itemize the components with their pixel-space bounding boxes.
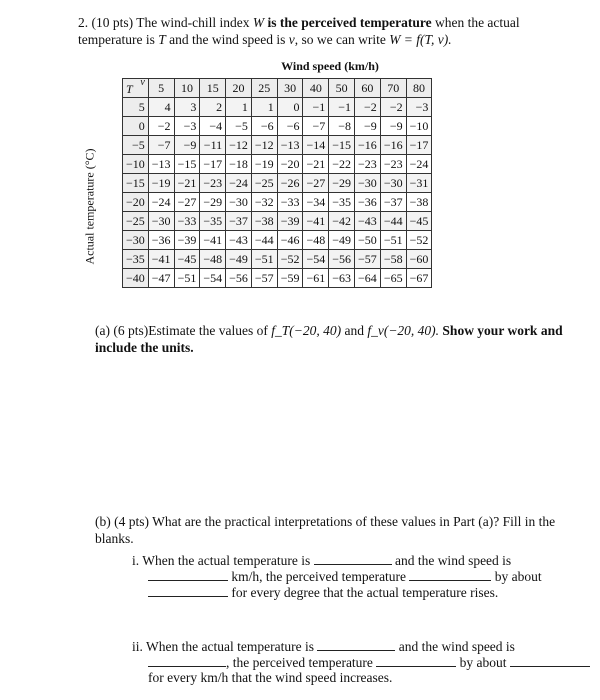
table-cell: 0 (277, 98, 303, 117)
table-cell: −12 (226, 136, 252, 155)
table-cell: −13 (148, 155, 174, 174)
table-cell: −42 (329, 212, 355, 231)
temperature-header: −20 (123, 193, 149, 212)
table-cell: −64 (355, 269, 381, 288)
temperature-header: −10 (123, 155, 149, 174)
table-cell: −33 (174, 212, 200, 231)
part-b-ii-line3: for every km/h that the wind speed increases. (148, 670, 393, 685)
table-cell: −2 (355, 98, 381, 117)
table-cell: −30 (380, 174, 406, 193)
table-cell: −19 (148, 174, 174, 193)
table-cell: −61 (303, 269, 329, 288)
table-cell: −15 (329, 136, 355, 155)
table-cell: −7 (303, 117, 329, 136)
table-cell: −15 (174, 155, 200, 174)
table-cell: −35 (200, 212, 226, 231)
table-cell: −47 (148, 269, 174, 288)
table-cell: −7 (148, 136, 174, 155)
table-cell: −49 (226, 250, 252, 269)
table-cell: −29 (329, 174, 355, 193)
table-cell: −9 (355, 117, 381, 136)
table-cell: −51 (174, 269, 200, 288)
part-b-i-line1: i. When the actual temperature is and the wind speed is (132, 553, 512, 568)
part-b: (b) (4 pts) What are the practical interpretations of these values in Part (a)? Fill in the blanks. (95, 514, 556, 546)
table-cell: −26 (277, 174, 303, 193)
table-cell: −19 (251, 155, 277, 174)
speed-header: 25 (251, 79, 277, 98)
table-cell: 3 (174, 98, 200, 117)
table-cell: −33 (277, 193, 303, 212)
table-cell: −14 (303, 136, 329, 155)
table-cell: −56 (226, 269, 252, 288)
temperature-header: −15 (123, 174, 149, 193)
table-cell: −36 (355, 193, 381, 212)
table-row (123, 250, 432, 269)
table-cell: −13 (277, 136, 303, 155)
table-cell: −59 (277, 269, 303, 288)
table-cell: −24 (406, 155, 432, 174)
table-cell: −1 (303, 98, 329, 117)
table-cell: −49 (329, 231, 355, 250)
question-points: (10 pts) (91, 15, 134, 30)
table-cell: −41 (303, 212, 329, 231)
temperature-header: −30 (123, 231, 149, 250)
table-cell: −63 (329, 269, 355, 288)
table-cell: −8 (329, 117, 355, 136)
table-cell: −30 (226, 193, 252, 212)
table-cell: −57 (251, 269, 277, 288)
table-cell: −43 (355, 212, 381, 231)
blank-input[interactable] (148, 568, 228, 581)
blank-input[interactable] (148, 654, 226, 667)
speed-header: 15 (200, 79, 226, 98)
table-cell: −34 (303, 193, 329, 212)
table-cell: −9 (174, 136, 200, 155)
table-cell: −44 (251, 231, 277, 250)
table-row (123, 136, 432, 155)
table-cell: −18 (226, 155, 252, 174)
table-cell: −12 (251, 136, 277, 155)
table-cell: −54 (303, 250, 329, 269)
table-cell: −27 (174, 193, 200, 212)
wind-chill-table-block (82, 59, 536, 288)
expr-f-v: f_v(−20, 40). (367, 323, 440, 338)
table-cell: −56 (329, 250, 355, 269)
formula: W = f(T, v). (389, 32, 452, 47)
speed-header: 5 (148, 79, 174, 98)
blank-input[interactable] (148, 584, 228, 597)
table-cell: −23 (380, 155, 406, 174)
table-cell: −22 (329, 155, 355, 174)
table-cell: −41 (200, 231, 226, 250)
table-cell: −3 (406, 98, 432, 117)
question-bold-text: is the perceived temperature (267, 15, 432, 30)
table-cell: 1 (251, 98, 277, 117)
table-cell: −45 (174, 250, 200, 269)
table-cell: −46 (277, 231, 303, 250)
question-header: 2. (10 pts) The wind-chill index W is the perceived temperature when the actual temperature is T and the wind speed is v, so we can write W = f(T, v). (78, 15, 520, 47)
table-cell: 2 (200, 98, 226, 117)
table-title: Wind speed (km/h) (281, 59, 379, 73)
table-cell: −27 (303, 174, 329, 193)
part-b-ii-line2: , the perceived temperature by about (148, 654, 590, 671)
table-row (123, 98, 432, 117)
table-row (123, 269, 432, 288)
speed-header: 30 (277, 79, 303, 98)
temperature-header: 5 (123, 98, 149, 117)
part-b-i-line2: km/h, the perceived temperature by about (148, 568, 542, 585)
table-cell: −23 (200, 174, 226, 193)
blank-input[interactable] (314, 552, 392, 565)
table-cell: −48 (200, 250, 226, 269)
blank-input[interactable] (376, 654, 456, 667)
table-cell: −52 (277, 250, 303, 269)
part-a-instruction: Show your work and include the units. (95, 323, 563, 355)
table-cell: −1 (329, 98, 355, 117)
speed-header: 40 (303, 79, 329, 98)
table-cell: −54 (200, 269, 226, 288)
table-row (123, 212, 432, 231)
blank-input[interactable] (317, 638, 395, 651)
table-cell: −25 (251, 174, 277, 193)
table-cell: −11 (200, 136, 226, 155)
table-cell: −30 (148, 212, 174, 231)
table-row (123, 174, 432, 193)
table-cell: −51 (251, 250, 277, 269)
speed-header: 20 (226, 79, 252, 98)
table-cell: −44 (380, 212, 406, 231)
table-cell: −16 (355, 136, 381, 155)
table-cell: −3 (174, 117, 200, 136)
temperature-header: −5 (123, 136, 149, 155)
speed-header: 70 (380, 79, 406, 98)
table-cell: −45 (406, 212, 432, 231)
table-cell: −38 (251, 212, 277, 231)
table-row (123, 231, 432, 250)
table-cell: −23 (355, 155, 381, 174)
speed-header: 50 (329, 79, 355, 98)
table-cell: −37 (226, 212, 252, 231)
table-cell: −29 (200, 193, 226, 212)
table-row (123, 155, 432, 174)
table-row (123, 193, 432, 212)
table-cell: 4 (148, 98, 174, 117)
table-cell: −10 (406, 117, 432, 136)
table-cell: −2 (380, 98, 406, 117)
table-cell: −50 (355, 231, 381, 250)
part-b-ii-line1: ii. When the actual temperature is and the wind speed is (132, 639, 515, 654)
table-cell: −39 (277, 212, 303, 231)
blank-input[interactable] (409, 568, 491, 581)
table-cell: −48 (303, 231, 329, 250)
table-cell: −57 (355, 250, 381, 269)
table-cell: −37 (380, 193, 406, 212)
table-cell: −24 (226, 174, 252, 193)
table-cell: −31 (406, 174, 432, 193)
table-cell: −21 (303, 155, 329, 174)
y-axis-label: Actual temperature (°C) (82, 148, 97, 265)
table-cell: −39 (174, 231, 200, 250)
speed-header: 80 (406, 79, 432, 98)
table-header-row (123, 79, 432, 98)
question-number: 2. (78, 15, 89, 30)
table-cell: −2 (148, 117, 174, 136)
table-cell: −5 (226, 117, 252, 136)
table-cell: −36 (148, 231, 174, 250)
table-cell: −17 (406, 136, 432, 155)
table-cell: −16 (380, 136, 406, 155)
temperature-header: −40 (123, 269, 149, 288)
table-cell: −30 (355, 174, 381, 193)
table-cell: −6 (251, 117, 277, 136)
table-cell: −51 (380, 231, 406, 250)
table-cell: −6 (277, 117, 303, 136)
part-b-i-line3: for every degree that the actual temperature rises. (148, 584, 498, 601)
table-cell: −43 (226, 231, 252, 250)
table-cell: −21 (174, 174, 200, 193)
table-cell: −67 (406, 269, 432, 288)
table-cell: −17 (200, 155, 226, 174)
table-cell: −38 (406, 193, 432, 212)
part-a: (a) (6 pts)Estimate the values of f_T(−20, 40) and f_v(−20, 40). Show your work and include the units. (95, 323, 563, 355)
table-cell: −20 (277, 155, 303, 174)
wind-chill-table (122, 78, 432, 288)
temperature-header: −25 (123, 212, 149, 231)
table-cell: −52 (406, 231, 432, 250)
table-cell: −4 (200, 117, 226, 136)
table-corner: v T (123, 79, 149, 98)
expr-f-T: f_T(−20, 40) (271, 323, 342, 338)
speed-header: 10 (174, 79, 200, 98)
speed-header: 60 (355, 79, 381, 98)
blank-input[interactable] (510, 654, 590, 667)
temperature-header: −35 (123, 250, 149, 269)
table-cell: −24 (148, 193, 174, 212)
table-cell: −32 (251, 193, 277, 212)
table-row (123, 117, 432, 136)
table-cell: −65 (380, 269, 406, 288)
table-cell: −60 (406, 250, 432, 269)
temperature-header: 0 (123, 117, 149, 136)
table-cell: −9 (380, 117, 406, 136)
table-cell: −41 (148, 250, 174, 269)
table-cell: −58 (380, 250, 406, 269)
table-cell: 1 (226, 98, 252, 117)
table-cell: −35 (329, 193, 355, 212)
